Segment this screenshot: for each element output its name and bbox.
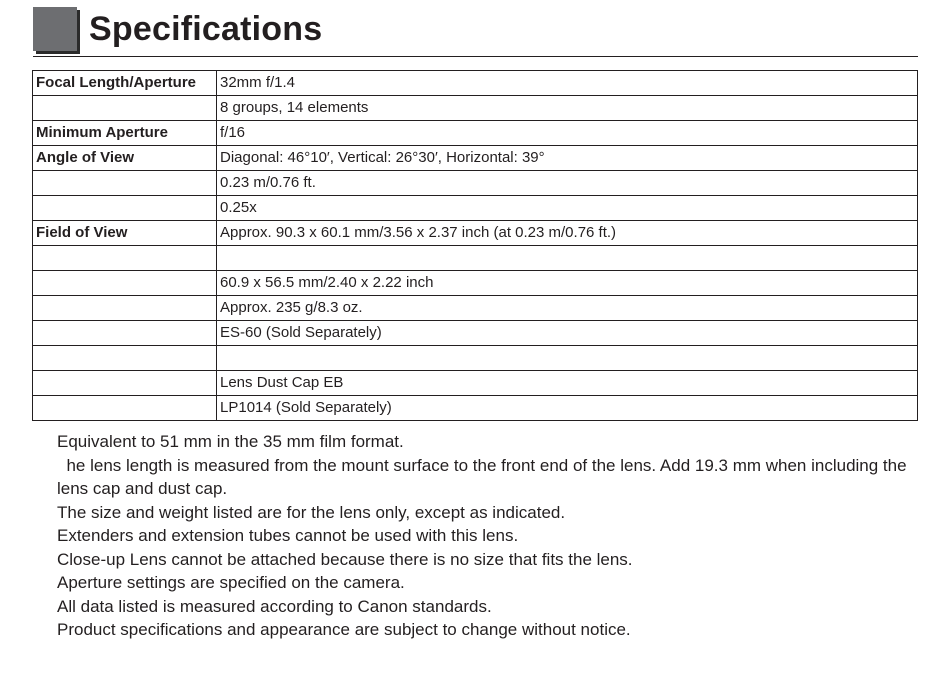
spec-value: Approx. 235 g/8.3 oz. (217, 296, 918, 321)
spec-label: Field of View (33, 221, 217, 246)
footnote: All data listed is measured according to Canon standards. (57, 596, 492, 616)
table-row (33, 346, 918, 371)
table-row (33, 321, 918, 346)
table-row (33, 71, 918, 96)
footnote: he lens length is measured from the mount surface to the front end of the lens. Add 19.3 mm when including the lens cap and dust cap. (57, 455, 912, 498)
footnote: Equivalent to 51 mm in the 35 mm film format. (57, 432, 404, 451)
spec-value: ES-60 (Sold Separately) (217, 321, 918, 346)
spec-label: Angle of View (33, 146, 217, 171)
spec-label (33, 196, 217, 221)
title-divider (33, 56, 918, 57)
spec-value (217, 246, 918, 271)
spec-label (33, 346, 217, 371)
footnote: Aperture settings are specified on the camera. (57, 573, 405, 592)
spec-label (33, 96, 217, 121)
spec-value: Approx. 90.3 x 60.1 mm/3.56 x 2.37 inch (at 0.23 m/0.76 ft.) (217, 221, 918, 246)
spec-value (217, 346, 918, 371)
spec-value: 60.9 x 56.5 mm/2.40 x 2.22 inch (217, 271, 918, 296)
table-row (33, 146, 918, 171)
spec-value: 0.25x (217, 196, 918, 221)
table-row (33, 196, 918, 221)
page-title: Specifications (89, 10, 323, 48)
spec-value: f/16 (217, 121, 918, 146)
spec-label (33, 246, 217, 271)
spec-value: Diagonal: 46°10′, Vertical: 26°30′, Horizontal: 39° (217, 146, 918, 171)
spec-label (33, 396, 217, 421)
table-row (33, 371, 918, 396)
table-row (33, 246, 918, 271)
footnote: The size and weight listed are for the lens only, except as indicated. (57, 502, 566, 522)
table-row (33, 271, 918, 296)
title-square-icon (33, 7, 77, 51)
spec-label (33, 271, 217, 296)
table-row (33, 396, 918, 421)
spec-label: Focal Length/Aperture (33, 71, 217, 96)
table-row (33, 221, 918, 246)
spec-value: 8 groups, 14 elements (217, 96, 918, 121)
footnote: Close-up Lens cannot be attached because there is no size that fits the lens. (57, 549, 633, 569)
spec-label (33, 321, 217, 346)
footnotes-list (57, 430, 917, 642)
spec-label: Minimum Aperture (33, 121, 217, 146)
footnote: Extenders and extension tubes cannot be used with this lens. (57, 526, 519, 545)
table-row (33, 296, 918, 321)
spec-label (33, 371, 217, 396)
spec-value: LP1014 (Sold Separately) (217, 396, 918, 421)
table-row (33, 171, 918, 196)
footnote: Product specifications and appearance are subject to change without notice. (57, 620, 631, 639)
table-row (33, 96, 918, 121)
specifications-table (32, 70, 918, 421)
spec-value: 0.23 m/0.76 ft. (217, 171, 918, 196)
spec-value: Lens Dust Cap EB (217, 371, 918, 396)
spec-label (33, 296, 217, 321)
spec-label (33, 171, 217, 196)
table-row (33, 121, 918, 146)
spec-value: 32mm f/1.4 (217, 71, 918, 96)
